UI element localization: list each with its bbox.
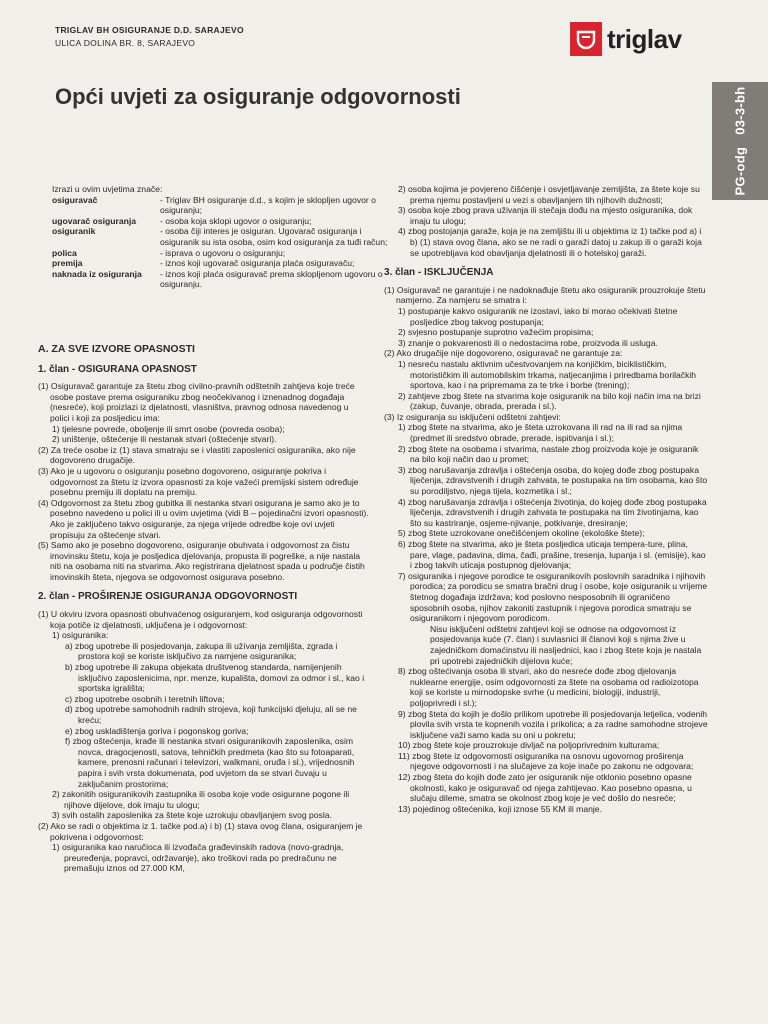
side-tab-number: 03-3-bh: [732, 86, 748, 135]
definition-text: - Triglav BH osiguranje d.d., s kojim je sklopljen ugovor o osiguranju;: [160, 194, 376, 216]
right-column: [384, 184, 708, 814]
side-tab-code: PG-odg: [732, 146, 748, 196]
paragraph: 1) nesreću nastalu aktivnim učestvovanjem na konjičkim, biciklističkim, motorističkim ili automobilskim trkama, natjecanjima i priredbama borilačkih sportova, kao i na pripremama za te trke i borbe (trening);: [398, 358, 697, 391]
paragraph: 2) zahtjeve zbog štete na stvarima koje osiguranik na bilo koji način ima na brizi (zakup, čuvanje, obrada, prerada i sl.).: [398, 390, 701, 412]
definition-row: [52, 248, 392, 259]
definition-term: osiguravač: [52, 194, 98, 205]
paragraph: Nisu isključeni odštetni zahtjevi koji se odnose na odgovornost iz posjedovanja kuće (7. član) i suvlasnici ili članovi koji s njima žive u zajedničkom domaćinstvu ili nasljednici, kao i zbog štete koja je nastala pri upotrebi zajedničkih dijelova kuće;: [430, 623, 702, 666]
paragraph: b) zbog upotrebe ili zakupa objekata društvenog standarda, namijenjenih isključivo zaposlenicima, npr. menze, kupališta, domovi za odmor i sl., kao i sportska igrališta;: [65, 662, 365, 694]
paragraph: 6) zbog štete na stvarima, ako je šteta posljedica uticaja tempera-ture, plina, pare, vlage, padavina, dima, čađi, prašine, tresenja, lupanja i sl. (emisije), kao i zbog takvih uticaja postupnog djelovanja;: [398, 539, 706, 571]
paragraph: 13) pojedinog oštećenika, koji iznose 55 KM ili manje.: [398, 803, 602, 814]
paragraph: (1) Osiguravač ne garantuje i ne nadoknađuje štetu ako osiguranik prouzrokuje štetu namjerno. Za namjeru se smatra i:: [384, 284, 706, 306]
section-heading: A. ZA SVE IZVORE OPASNOSTI: [38, 343, 195, 355]
paragraph: 2) zakonitih osiguranikovih zastupnika ili osoba koje vode osigurane pogone ili njihove dijelove, dok imaju tu ulogu;: [52, 789, 350, 810]
paragraph: 11) zbog štete iz odgovornosti osiguranika na osnovu ugovornog proširenja njegove odgovornosti i na slučajeve za koje inače po zakonu ne odgovara;: [398, 750, 694, 772]
definition-text: - osoba koja sklopi ugovor o osiguranju;: [160, 215, 312, 226]
paragraph: 12) zbog šteta do kojih dođe zato jer osiguranik nije otklonio posebno opasne okolnosti, kako je osiguravač od njega zahtijevao. Kao posebno opasna, u slučaju dileme, smatra se okolnost zbog koje je već došlo do nesreće;: [398, 772, 692, 804]
definition-row: [52, 195, 392, 216]
definition-term: naknada iz osiguranja: [52, 268, 142, 279]
paragraph: d) zbog upotrebe samohodnih radnih strojeva, koji funkcijski djeluju, ali se ne kreću;: [65, 704, 357, 725]
definition-row: [52, 258, 392, 269]
logo-wordmark: triglav: [607, 23, 682, 54]
definition-row: [52, 226, 392, 247]
definition-row: [52, 216, 392, 227]
paragraph: (2) Ako drugačije nije dogovoreno, osiguravač ne garantuje za:: [384, 348, 623, 359]
section-heading: 1. član - OSIGURANA OPASNOST: [38, 363, 197, 375]
section-heading: 2. član - PROŠIRENJE OSIGURANJA ODGOVORNOSTI: [38, 591, 298, 603]
definition-term: polica: [52, 247, 77, 258]
paragraph: 4) zbog narušavanja zdravlja i oštećenja životinja, do kojeg dođe zbog postupaka liječenja, zdravstvenih i drugih zahvata te postupaka na tim životinjama, kao što su kastriranje, osjeme-njivanje, potkivanje, dresiranje;: [398, 496, 707, 528]
paragraph: 2) uništenje, oštećenje ili nestanak stvari (oštećenje stvari).: [52, 434, 277, 445]
paragraph: c) zbog upotrebe osobnih i teretnih liftova;: [65, 693, 225, 704]
left-column: [38, 334, 370, 874]
paragraph: 3) svih ostalih zaposlenika za štete koje uzrokuju obavljanjem svog posla.: [52, 810, 332, 821]
paragraph: e) zbog uskladištenja goriva i pogonskog goriva;: [65, 725, 249, 736]
definition-row: [52, 269, 392, 290]
company-header: [55, 24, 244, 50]
definition-term: ugovarač osiguranja: [52, 215, 137, 226]
paragraph: 2) zbog štete na osobama i stvarima, nastale zbog proizvoda koje je osiguranik na bilo koji način dao u promet;: [398, 443, 699, 465]
triglav-logo: [570, 22, 682, 56]
paragraph: 1) osiguranika kao naručioca ili izvođača građevinskih radova (novo-gradnja, preuređenja, popravci, održavanje), ako troškovi rada po predračunu ne premašuju iznos od 27.000 KM,: [52, 842, 344, 874]
definition-text: - iznos koji plaća osiguravač prema sklopljenom ugovoru o osiguranju.: [160, 268, 383, 290]
paragraph: 9) zbog šteta do kojih je došlo prilikom upotrebe ili posjedovanja letjelica, vodenih plovila svih vrsta te kopnenih vozila i prikolica; a za radne samohodne strojeve isključene važi samo kada su oni u pokretu;: [398, 708, 708, 740]
definition-text: - iznos koji ugovarač osiguranja plaća osiguravaču;: [160, 258, 355, 269]
company-name: TRIGLAV BH OSIGURANJE D.D. SARAJEVO: [55, 25, 244, 35]
paragraph: (2) Za treće osobe iz (1) stava smatraju se i vlastiti zaposlenici osiguranika, ako nije dogovoreno drugačije.: [38, 444, 356, 466]
paragraph: (1) Osiguravač garantuje za štetu zbog civilno-pravnih odštetnih zahtjeva koje treće osobe postave prema osiguraniku zbog neočekivanog i iznenadnog događaja (nesreće), koji proizlazi iz djelatnosti, vlasništva, pravnog odnosa navedenog u polici i koji za posljedicu ima:: [38, 381, 355, 423]
paragraph: (2) Ako se radi o objektima iz 1. tačke pod.a) i b) (1) stava ovog člana, osiguranjem je pokrivena i odgovornost:: [38, 820, 363, 842]
paragraph: (1) U okviru izvora opasnosti obuhvaćenog osiguranjem, kod osiguranja odgovornosti koja potiče iz djelatnosti, uključena je i odgovornost:: [38, 609, 363, 630]
company-address: ULICA DOLINA BR. 8, SARAJEVO: [55, 38, 196, 48]
paragraph: 3) zbog narušavanja zdravlja i oštećenja osoba, do kojeg dođe zbog postupaka liječenja, zdravstvenih i drugih zahvata, te postupaka na tim osobama, kao što su porodiljstvo, njega tijela, kozmetika i sl.;: [398, 464, 708, 497]
paragraph: 10) zbog štete koje prouzrokuje divljač na poljoprivrednim kulturama;: [398, 740, 660, 751]
paragraph: 7) osiguranika i njegove porodice te osiguranikovih poslovnih saradnika i njihovih porodica; za porodicu se smatra bračni drug i osobe, koje osiguranik u vrijeme štetnog događaja izdržava; kod poslovno nesposobnih ili ograničeno sposobnih osoba, njihov zakoniti zastupnik i njegova porodica smatraju se osiguranikom i njegovom porodicom.: [398, 570, 708, 624]
paragraph: (5) Samo ako je posebno dogovoreno, osiguranje obuhvata i odgovornost za čistu imovinsku štetu, koja je posljedica djelovanja, propusta ili pogreške, a nije nastala niti na osobama niti na stvarima. Ako registrirana djelatnost spada u područje čistih imovinskih šteta, njegova se odgovornost osigurava posebno.: [38, 540, 365, 582]
paragraph: f) zbog oštećenja, krađe ili nestanka stvari osiguranikovih zaposlenika, osim novca, dragocjenosti, satova, tehničkih predmeta (kao što su fotoaparati, kamere, prenosni računari i televizori, walkmani, oruđa i sl.), vrijednosnih papira i svih vrsta dokumenata, pod uvjetom da se stvari čuvaju u zaključanim prostorima;: [65, 736, 355, 789]
paragraph: 3) znanje o pokvarenosti ili o nedostacima robe, proizvoda ili usluga.: [398, 337, 658, 348]
definition-text: - osoba čiji interes je osiguran. Ugovarač osiguranja i osiguranik su ista osoba, osim kod osiguranja za tuđi račun;: [160, 226, 388, 247]
paragraph: a) zbog upotrebe ili posjedovanja, zakupa ili užívanja zemljišta, zgrada i prostora koji se koriste isključivo za namjene osiguranika;: [65, 640, 338, 662]
paragraph: 2) svjesno postupanje suprotno važećim propisima;: [398, 327, 594, 338]
paragraph: (3) Ako je u ugovoru o osiguranju posebno dogovoreno, osiguranje pokriva i odgovornost za štetu iz izvora opasnosti za koje važeći premijski sistem određuje posebnu premiju ili doplatu na premiju.: [38, 465, 359, 498]
definitions: [52, 184, 392, 290]
paragraph: (4) Odgovornost za štetu zbog gubitka ili nestanka stvari osigurana je samo ako je to posebno navedeno u polici ili u ovim uvjetima (vidi B – pojedinačni izvori opasnosti). Ako je zaključeno takvo osiguranje, za njega vrijede odredbe koje ovi uvjeti propisuju za oštećenje stvari.: [38, 497, 369, 540]
paragraph: 1) osiguranika:: [52, 630, 109, 641]
paragraph: 1) tjelesne povrede, oboljenje ili smrt osobe (povreda osoba);: [52, 423, 285, 434]
paragraph: (3) Iz osiguranja su isključeni odštetni zahtjevi:: [384, 411, 561, 422]
paragraph: 8) zbog oštećivanja osoba ili stvari, ako do nesreće dođe zbog djelovanja nuklearne energije, osim odgovornosti za štete na osobama od radioizotopa koji se koriste u mirnodopske svrhe (u medicini, biologiji, industriji, poljoprivredi i sl.);: [398, 666, 699, 708]
paragraph: 1) zbog štete na stvarima, ako je šteta uzrokovana ili rad na ili rad sa njima (predmet ili sredstvo obrade, prerade, ispitivanja i sl.);: [398, 422, 683, 444]
definition-term: osiguranik: [52, 226, 96, 237]
section-heading: 3. član - ISKLJUČENJA: [384, 267, 494, 279]
definition-text: - isprava o ugovoru o osiguranju;: [160, 247, 286, 258]
paragraph: 3) osoba koje zbog prava uživanja ili stečaja dođu na mjesto osiguranika, dok imaju tu ulogu;: [398, 205, 693, 226]
definition-term: premija: [52, 258, 83, 269]
paragraph: 4) zbog postojanja garaže, koja je na zemljištu ili u objektima iz 1) tačke pod a) i b) (1) stava ovog člana, ako se ne radi o garaži datoj u zakup ili o garaži koja se upotrebljava kod obavljanja djelatnosti ili o hotelskoj garaži.: [398, 226, 702, 258]
paragraph: 1) postupanje kakvo osiguranik ne izostavi, iako bi morao očekivati štetne posljedice zbog takvog postupanja;: [398, 305, 678, 327]
document-title: Opći uvjeti za osiguranje odgovornosti: [55, 84, 461, 109]
paragraph: 2) osoba kojima je povjereno čišćenje i osvjetljavanje zemljišta, za štete koje su prema njemu postavljeni u vezi s obavljanjem tih njihovih dužnosti;: [398, 184, 700, 205]
paragraph: 5) zbog štete uzrokovane onečišćenjem okoline (ekološke štete);: [398, 528, 645, 539]
triglav-logo-mark-icon: [570, 22, 602, 56]
definitions-intro: Izrazi u ovim uvjetima znače:: [52, 184, 163, 194]
side-tab: [712, 82, 768, 200]
